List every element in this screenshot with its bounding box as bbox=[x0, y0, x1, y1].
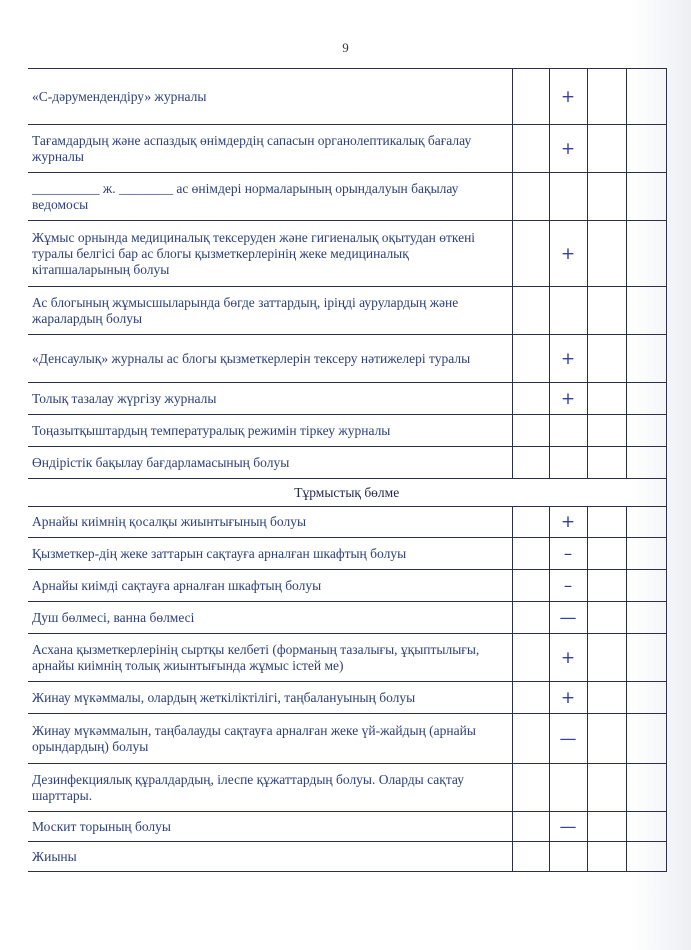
row-text: Асхана қызметкерлерінің сыртқы келбеті (форманың тазалығы, ұқыптылығы, арнайы киімнің толық жиынтығында жұмыс істей ме) bbox=[28, 634, 512, 682]
table-row bbox=[28, 287, 666, 335]
row-text: Ас блогының жұмысшыларында бөгде заттардың, іріңді аурулардың және жаралардың болуы bbox=[28, 287, 512, 335]
table-row bbox=[28, 447, 666, 479]
table-row bbox=[28, 69, 666, 125]
table-row bbox=[28, 538, 666, 570]
row-text: «Денсаулық» журналы ас блогы қызметкерлерін тексеру нәтижелері туралы bbox=[28, 335, 512, 383]
table-row bbox=[28, 507, 666, 538]
table-row bbox=[28, 335, 666, 383]
table-row bbox=[28, 415, 666, 447]
table-row bbox=[28, 173, 666, 221]
mark-cell: + bbox=[549, 335, 587, 383]
mark-cell bbox=[549, 415, 587, 447]
mark-cell: + bbox=[549, 125, 587, 173]
section-row bbox=[28, 479, 666, 507]
mark-cell: + bbox=[549, 69, 587, 125]
mark-cell bbox=[549, 842, 587, 872]
table-row bbox=[28, 221, 666, 287]
table-row bbox=[28, 812, 666, 842]
mark-cell: – bbox=[549, 538, 587, 570]
table-row bbox=[28, 383, 666, 415]
mark-cell bbox=[549, 173, 587, 221]
row-text: Дезинфекциялық құралдардың, ілеспе құжаттардың болуы. Оларды сақтау шарттары. bbox=[28, 764, 512, 812]
table-row bbox=[28, 125, 666, 173]
checklist-table bbox=[28, 68, 667, 872]
row-text: Толық тазалау жүргізу журналы bbox=[28, 383, 512, 415]
table-row bbox=[28, 682, 666, 714]
mark-cell: + bbox=[549, 507, 587, 538]
row-text: «С-дәрумендендіру» журналы bbox=[28, 69, 512, 125]
mark-cell: – bbox=[549, 570, 587, 602]
table-row-total bbox=[28, 842, 666, 872]
mark-cell: — bbox=[549, 602, 587, 634]
mark-cell: + bbox=[549, 634, 587, 682]
row-text: Өндірістік бақылау бағдарламасының болуы bbox=[28, 447, 512, 479]
mark-cell: + bbox=[549, 383, 587, 415]
row-text: Жұмыс орнында медициналық тексеруден және гигиеналық оқытудан өткені туралы белгісі бар ас блогы қызметкерлерінің жеке медициналық кітапшаларының болуы bbox=[28, 221, 512, 287]
table-row bbox=[28, 570, 666, 602]
mark-cell: + bbox=[549, 682, 587, 714]
table-row bbox=[28, 634, 666, 682]
mark-cell: + bbox=[549, 221, 587, 287]
row-text: Тоңазытқыштардың температуралық режимін тіркеу журналы bbox=[28, 415, 512, 447]
row-text: Жинау мүкәммалы, олардың жеткіліктілігі, таңбалануының болуы bbox=[28, 682, 512, 714]
table-row bbox=[28, 602, 666, 634]
row-text: __________ ж. ________ ас өнімдері нормаларының орындалуын бақылау ведомосы bbox=[28, 173, 512, 221]
row-text: Москит торының болуы bbox=[28, 812, 512, 842]
mark-cell bbox=[549, 447, 587, 479]
mark-cell: — bbox=[549, 714, 587, 764]
mark-cell: — bbox=[549, 812, 587, 842]
row-text: Арнайы киімнің қосалқы жиынтығының болуы bbox=[28, 507, 512, 538]
mark-cell bbox=[549, 764, 587, 812]
row-text: Жиыны bbox=[28, 842, 512, 872]
page-number: 9 bbox=[342, 40, 349, 55]
table-row bbox=[28, 764, 666, 812]
mark-cell bbox=[549, 287, 587, 335]
row-text: Арнайы киімді сақтауға арналған шкафтың болуы bbox=[28, 570, 512, 602]
section-title: Тұрмыстық бөлме bbox=[28, 479, 666, 507]
row-text: Қызметкер-дің жеке заттарын сақтауға арналған шкафтың болуы bbox=[28, 538, 512, 570]
row-text: Тағамдардың және аспаздық өнімдердің сапасын органолептикалық бағалау журналы bbox=[28, 125, 512, 173]
table-row bbox=[28, 714, 666, 764]
row-text: Душ бөлмесі, ванна бөлмесі bbox=[28, 602, 512, 634]
row-text: Жинау мүкәммалын, таңбалауды сақтауға арналған жеке үй-жайдың (арнайы орындардың) болуы bbox=[28, 714, 512, 764]
